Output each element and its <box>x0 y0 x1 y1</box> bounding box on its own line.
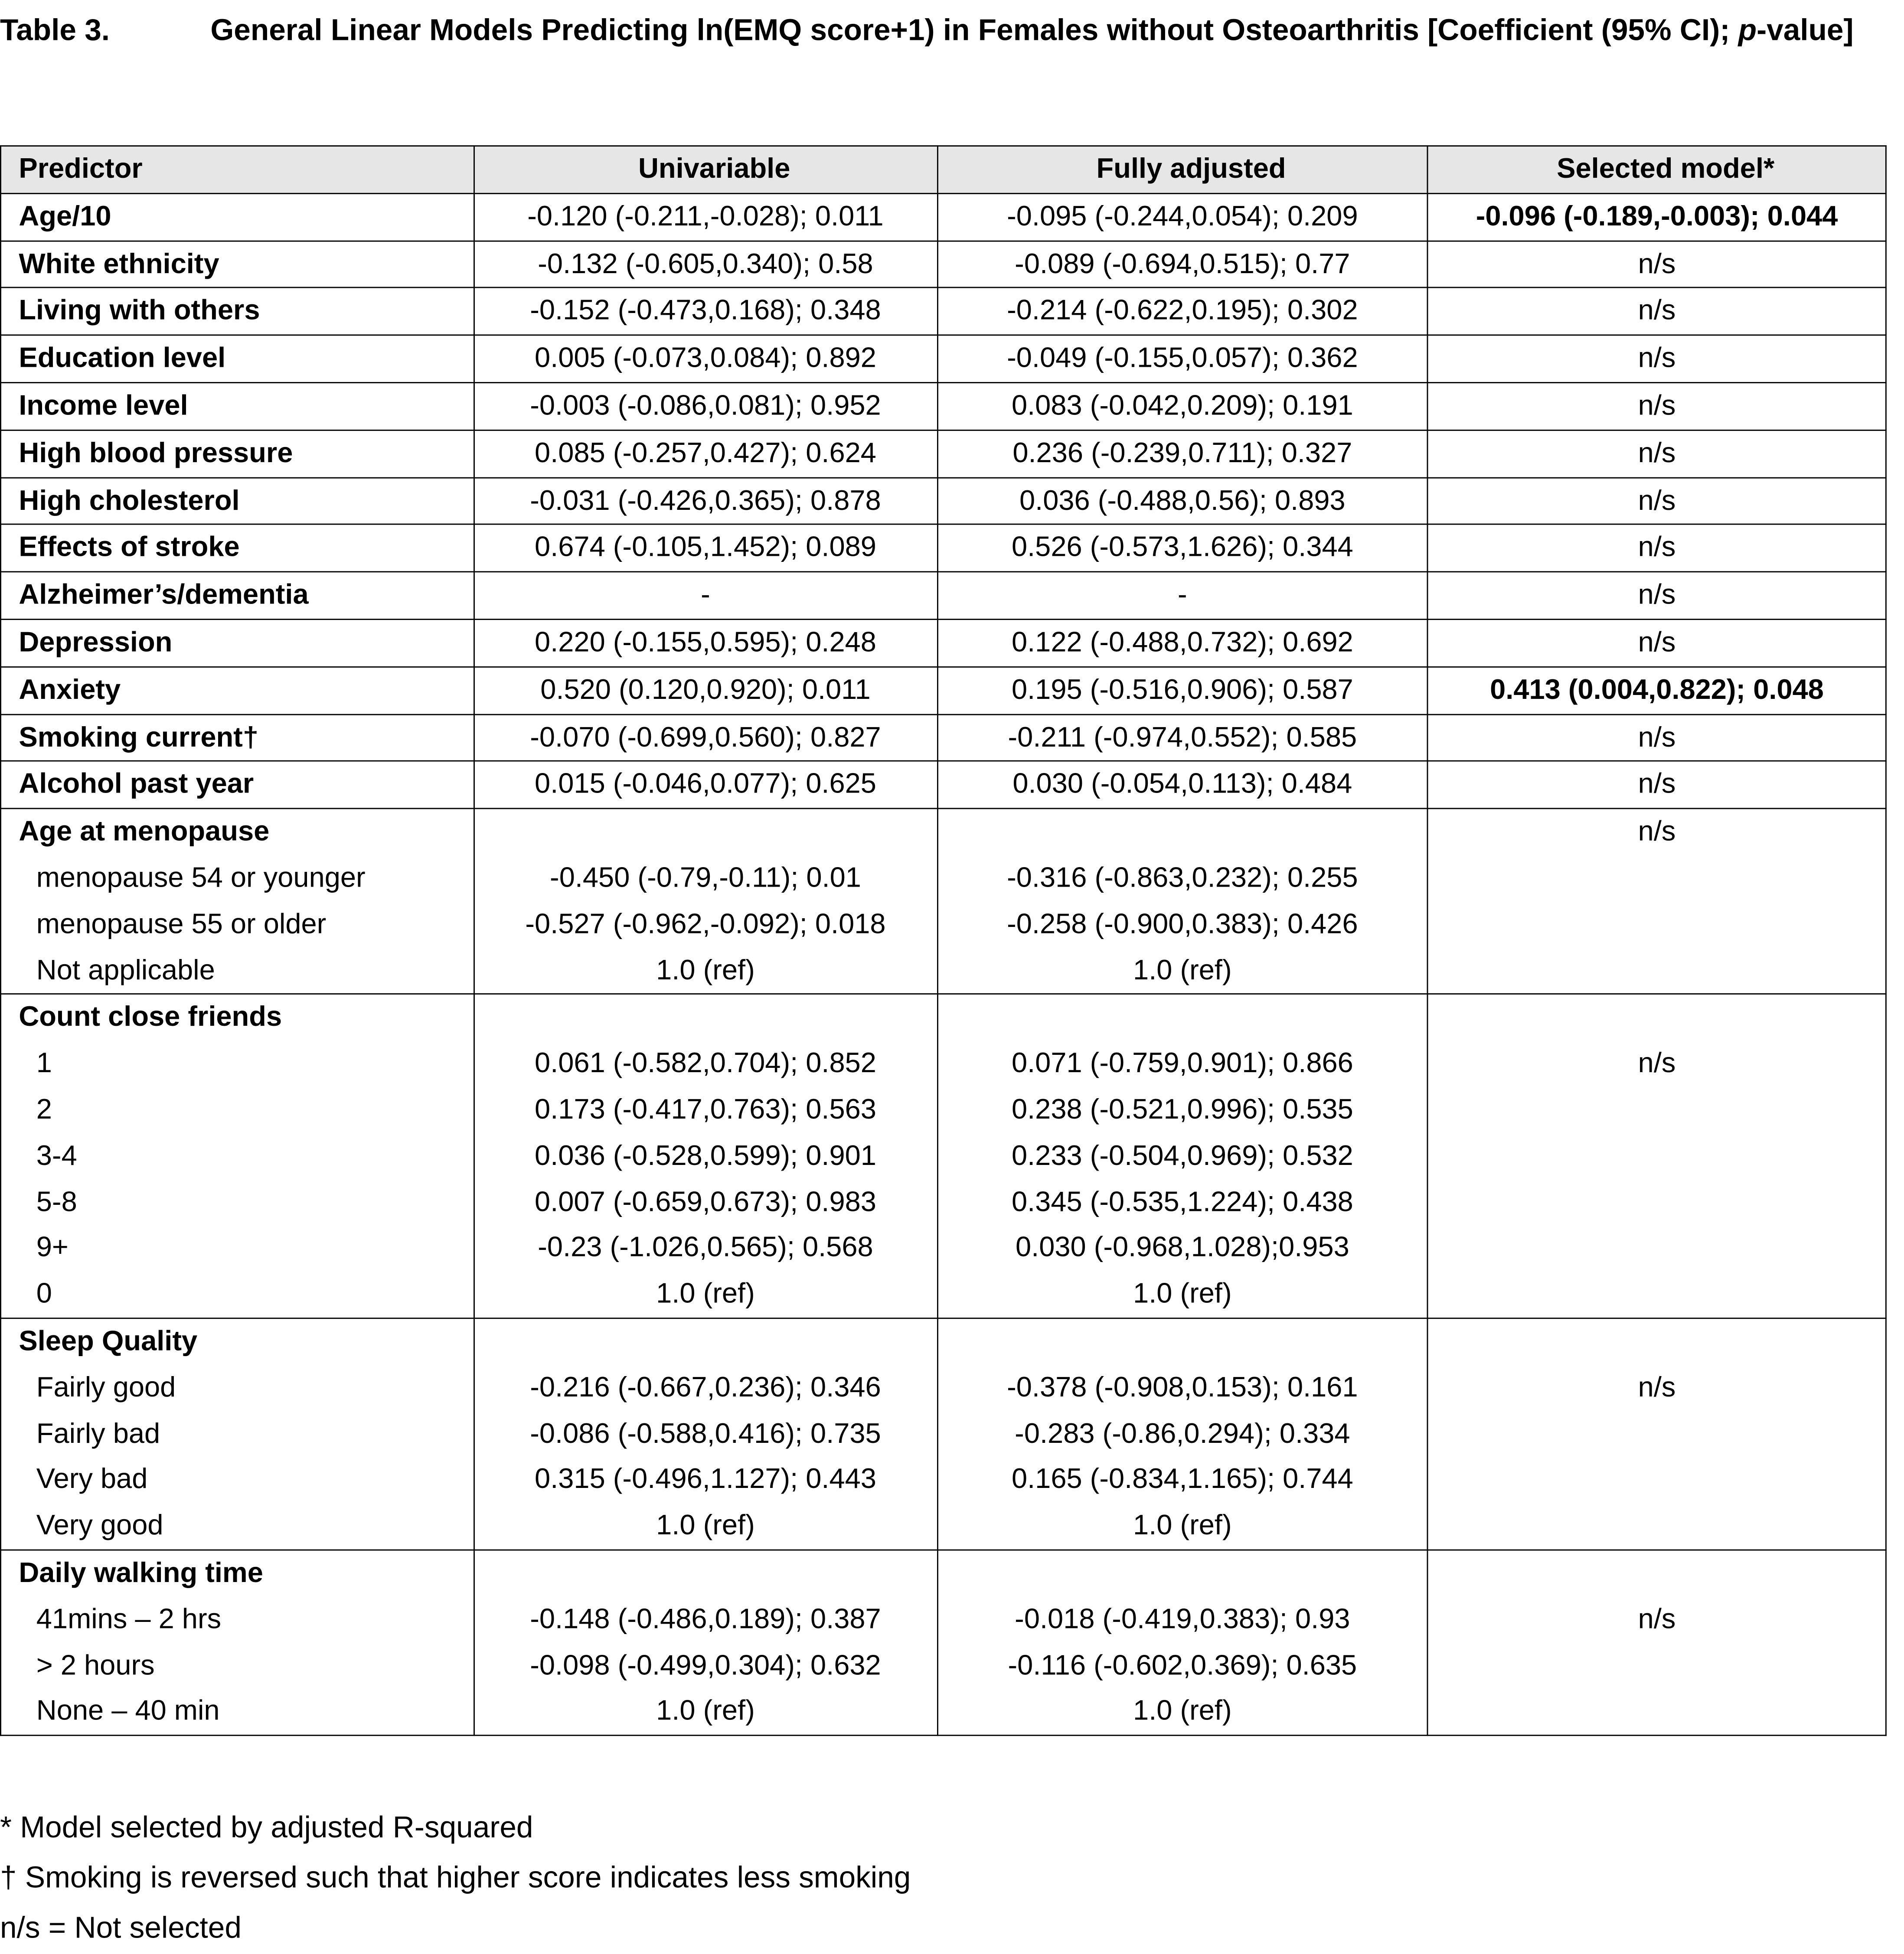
spacer <box>474 1550 936 1596</box>
selected-cell: n/s <box>1428 714 1886 761</box>
subgroup-label: Fairly bad <box>36 1417 160 1449</box>
title-text: General Linear Models Predicting ln(EMQ score+1) in Females without Osteoarthritis [Coefficient (95% CI); <box>210 13 1738 48</box>
selected-cell <box>1428 809 1886 994</box>
univariable-cell: 0.674 (-0.105,1.452); 0.089 <box>474 525 937 572</box>
selected-value: n/s <box>1638 816 1676 847</box>
selected-cell: n/s <box>1428 620 1886 667</box>
table-row <box>0 430 1886 477</box>
univariable-cell <box>474 994 937 1318</box>
adjusted-cell: 0.195 (-0.516,0.906); 0.587 <box>937 667 1428 714</box>
adjusted-value: -0.116 (-0.602,0.369); 0.635 <box>1008 1649 1357 1680</box>
predictor-cell: High blood pressure <box>0 430 474 477</box>
spacer <box>1428 1319 1885 1365</box>
univariable-cell: 0.520 (0.120,0.920); 0.011 <box>474 667 937 714</box>
table-row <box>0 477 1886 525</box>
univariable-cell: -0.003 (-0.086,0.081); 0.952 <box>474 383 937 430</box>
adjusted-value: -0.378 (-0.908,0.153); 0.161 <box>1007 1371 1358 1403</box>
predictor-cell: Alzheimer’s/dementia <box>0 572 474 619</box>
table-row <box>0 620 1886 667</box>
selected-cell <box>1428 1318 1886 1549</box>
subgroup-label: 41mins – 2 hrs <box>36 1603 222 1634</box>
table-row-group <box>0 809 1886 994</box>
adjusted-value: -0.258 (-0.900,0.383); 0.426 <box>1007 907 1358 939</box>
selected-cell: 0.413 (0.004,0.822); 0.048 <box>1428 667 1886 714</box>
univariable-value: 1.0 (ref) <box>656 1509 755 1541</box>
table-row <box>0 335 1886 382</box>
univariable-value: -0.098 (-0.499,0.304); 0.632 <box>530 1649 881 1680</box>
univariable-value: -0.23 (-1.026,0.565); 0.568 <box>538 1231 873 1263</box>
selected-value: n/s <box>1638 1371 1676 1403</box>
univariable-cell: -0.070 (-0.699,0.560); 0.827 <box>474 714 937 761</box>
table-row-group <box>0 1318 1886 1549</box>
selected-cell: -0.096 (-0.189,-0.003); 0.044 <box>1428 193 1886 241</box>
univariable-value: 1.0 (ref) <box>656 954 755 985</box>
table-notes <box>0 1804 911 1954</box>
table-row <box>0 714 1886 761</box>
spacer <box>1428 1550 1885 1596</box>
spacer <box>474 995 936 1041</box>
univariable-cell <box>474 1550 937 1735</box>
adjusted-value: -0.316 (-0.863,0.232); 0.255 <box>1007 861 1358 893</box>
adjusted-value: 0.238 (-0.521,0.996); 0.535 <box>1011 1093 1353 1125</box>
univariable-value: -0.148 (-0.486,0.189); 0.387 <box>530 1603 881 1634</box>
adjusted-cell: 0.236 (-0.239,0.711); 0.327 <box>937 430 1428 477</box>
table-row <box>0 383 1886 430</box>
predictor-cell: High cholesterol <box>0 477 474 525</box>
group-label: Count close friends <box>19 1001 282 1033</box>
note-smoking: † Smoking is reversed such that higher score indicates less smoking <box>0 1861 911 1895</box>
univariable-value: -0.086 (-0.588,0.416); 0.735 <box>530 1417 881 1449</box>
univariable-value: 0.315 (-0.496,1.127); 0.443 <box>535 1463 876 1495</box>
subgroup-label: menopause 54 or younger <box>36 861 366 893</box>
adjusted-value: 1.0 (ref) <box>1133 954 1232 985</box>
spacer <box>937 995 1427 1041</box>
subgroup-label: Very bad <box>36 1463 148 1495</box>
subgroup-label: > 2 hours <box>36 1649 155 1680</box>
adjusted-cell: 0.036 (-0.488,0.56); 0.893 <box>937 477 1428 525</box>
predictor-cell <box>0 1550 474 1735</box>
adjusted-value: 0.071 (-0.759,0.901); 0.866 <box>1011 1047 1353 1079</box>
table-row <box>0 193 1886 241</box>
subgroup-label: 5-8 <box>36 1185 77 1217</box>
adjusted-cell: 0.526 (-0.573,1.626); 0.344 <box>937 525 1428 572</box>
table-row <box>0 667 1886 714</box>
predictor-cell: White ethnicity <box>0 241 474 288</box>
adjusted-value: 0.165 (-0.834,1.165); 0.744 <box>1011 1463 1353 1495</box>
predictor-cell: Education level <box>0 335 474 382</box>
univariable-cell: -0.120 (-0.211,-0.028); 0.011 <box>474 193 937 241</box>
selected-cell: n/s <box>1428 572 1886 619</box>
adjusted-value: 1.0 (ref) <box>1133 1278 1232 1309</box>
univariable-value: -0.216 (-0.667,0.236); 0.346 <box>530 1371 881 1403</box>
adjusted-cell <box>937 809 1428 994</box>
col-header-univariable: Univariable <box>474 146 937 193</box>
adjusted-cell: -0.089 (-0.694,0.515); 0.77 <box>937 241 1428 288</box>
univariable-value: 0.007 (-0.659,0.673); 0.983 <box>535 1185 876 1217</box>
selected-cell: n/s <box>1428 525 1886 572</box>
predictor-cell: Living with others <box>0 288 474 335</box>
spacer <box>474 1319 936 1365</box>
predictor-cell: Income level <box>0 383 474 430</box>
predictor-cell <box>0 994 474 1318</box>
subgroup-label: None – 40 min <box>36 1695 220 1726</box>
univariable-value: -0.527 (-0.962,-0.092); 0.018 <box>525 907 886 939</box>
subgroup-label: 1 <box>36 1047 52 1079</box>
spacer <box>1428 995 1885 1041</box>
table-row-group <box>0 1550 1886 1735</box>
table-label: Table 3. <box>0 13 110 48</box>
subgroup-label: 3-4 <box>36 1139 77 1171</box>
selected-cell <box>1428 994 1886 1318</box>
selected-cell: n/s <box>1428 288 1886 335</box>
adjusted-cell <box>937 994 1428 1318</box>
predictor-cell: Alcohol past year <box>0 761 474 809</box>
table-row-group <box>0 994 1886 1318</box>
spacer <box>937 1550 1427 1596</box>
adjusted-cell: - <box>937 572 1428 619</box>
adjusted-cell: -0.095 (-0.244,0.054); 0.209 <box>937 193 1428 241</box>
univariable-cell: -0.031 (-0.426,0.365); 0.878 <box>474 477 937 525</box>
predictor-cell <box>0 809 474 994</box>
adjusted-value: -0.018 (-0.419,0.383); 0.93 <box>1015 1603 1350 1634</box>
selected-cell: n/s <box>1428 383 1886 430</box>
header-row <box>0 146 1886 193</box>
selected-value: n/s <box>1638 1047 1676 1079</box>
title-italic: p <box>1738 13 1757 48</box>
univariable-cell: 0.085 (-0.257,0.427); 0.624 <box>474 430 937 477</box>
adjusted-value: -0.283 (-0.86,0.294); 0.334 <box>1015 1417 1350 1449</box>
adjusted-value: 1.0 (ref) <box>1133 1695 1232 1726</box>
table-row <box>0 241 1886 288</box>
table-row <box>0 572 1886 619</box>
results-table <box>0 145 1887 1736</box>
univariable-cell <box>474 1318 937 1549</box>
univariable-cell <box>474 809 937 994</box>
table-row <box>0 525 1886 572</box>
selected-cell: n/s <box>1428 430 1886 477</box>
selected-cell: n/s <box>1428 761 1886 809</box>
univariable-value: 1.0 (ref) <box>656 1278 755 1309</box>
adjusted-cell: -0.049 (-0.155,0.057); 0.362 <box>937 335 1428 382</box>
adjusted-value: 0.345 (-0.535,1.224); 0.438 <box>1011 1185 1353 1217</box>
subgroup-label: 0 <box>36 1278 52 1309</box>
univariable-cell: -0.132 (-0.605,0.340); 0.58 <box>474 241 937 288</box>
univariable-value: 1.0 (ref) <box>656 1695 755 1726</box>
selected-value: n/s <box>1638 1603 1676 1634</box>
table-caption <box>0 5 1889 58</box>
selected-cell: n/s <box>1428 477 1886 525</box>
univariable-cell: 0.005 (-0.073,0.084); 0.892 <box>474 335 937 382</box>
univariable-cell: -0.152 (-0.473,0.168); 0.348 <box>474 288 937 335</box>
univariable-value: 0.061 (-0.582,0.704); 0.852 <box>535 1047 876 1079</box>
table-row <box>0 288 1886 335</box>
note-selection: * Model selected by adjusted R-squared <box>0 1811 533 1845</box>
adjusted-cell: 0.122 (-0.488,0.732); 0.692 <box>937 620 1428 667</box>
selected-cell: n/s <box>1428 241 1886 288</box>
subgroup-label: 9+ <box>36 1231 69 1263</box>
note-ns: n/s = Not selected <box>0 1911 242 1945</box>
univariable-cell: 0.220 (-0.155,0.595); 0.248 <box>474 620 937 667</box>
col-header-predictor: Predictor <box>0 146 474 193</box>
subgroup-label: Fairly good <box>36 1371 176 1403</box>
col-header-adjusted: Fully adjusted <box>937 146 1428 193</box>
subgroup-label: Very good <box>36 1509 163 1541</box>
group-label: Age at menopause <box>19 816 270 847</box>
adjusted-cell <box>937 1550 1428 1735</box>
adjusted-cell: -0.214 (-0.622,0.195); 0.302 <box>937 288 1428 335</box>
predictor-cell <box>0 1318 474 1549</box>
predictor-cell: Depression <box>0 620 474 667</box>
table-row <box>0 761 1886 809</box>
selected-cell <box>1428 1550 1886 1735</box>
univariable-value: 0.036 (-0.528,0.599); 0.901 <box>535 1139 876 1171</box>
group-label: Sleep Quality <box>19 1325 198 1357</box>
subgroup-label: 2 <box>36 1093 52 1125</box>
predictor-cell: Smoking current† <box>0 714 474 761</box>
adjusted-value: 0.233 (-0.504,0.969); 0.532 <box>1011 1139 1353 1171</box>
univariable-cell: - <box>474 572 937 619</box>
spacer <box>937 809 1427 855</box>
adjusted-cell: 0.083 (-0.042,0.209); 0.191 <box>937 383 1428 430</box>
group-label: Daily walking time <box>19 1556 263 1588</box>
subgroup-label: Not applicable <box>36 954 215 985</box>
predictor-cell: Effects of stroke <box>0 525 474 572</box>
adjusted-cell <box>937 1318 1428 1549</box>
adjusted-value: 0.030 (-0.968,1.028);0.953 <box>1015 1231 1349 1263</box>
table-title <box>210 5 1889 58</box>
subgroup-label: menopause 55 or older <box>36 907 327 939</box>
univariable-value: 0.173 (-0.417,0.763); 0.563 <box>535 1093 876 1125</box>
spacer <box>937 1319 1427 1365</box>
adjusted-cell: -0.211 (-0.974,0.552); 0.585 <box>937 714 1428 761</box>
adjusted-cell: 0.030 (-0.054,0.113); 0.484 <box>937 761 1428 809</box>
col-header-selected: Selected model* <box>1428 146 1886 193</box>
adjusted-value: 1.0 (ref) <box>1133 1509 1232 1541</box>
predictor-cell: Anxiety <box>0 667 474 714</box>
univariable-cell: 0.015 (-0.046,0.077); 0.625 <box>474 761 937 809</box>
title-end: -value] <box>1757 13 1854 48</box>
predictor-cell: Age/10 <box>0 193 474 241</box>
spacer <box>474 809 936 855</box>
selected-cell: n/s <box>1428 335 1886 382</box>
univariable-value: -0.450 (-0.79,-0.11); 0.01 <box>550 861 861 893</box>
